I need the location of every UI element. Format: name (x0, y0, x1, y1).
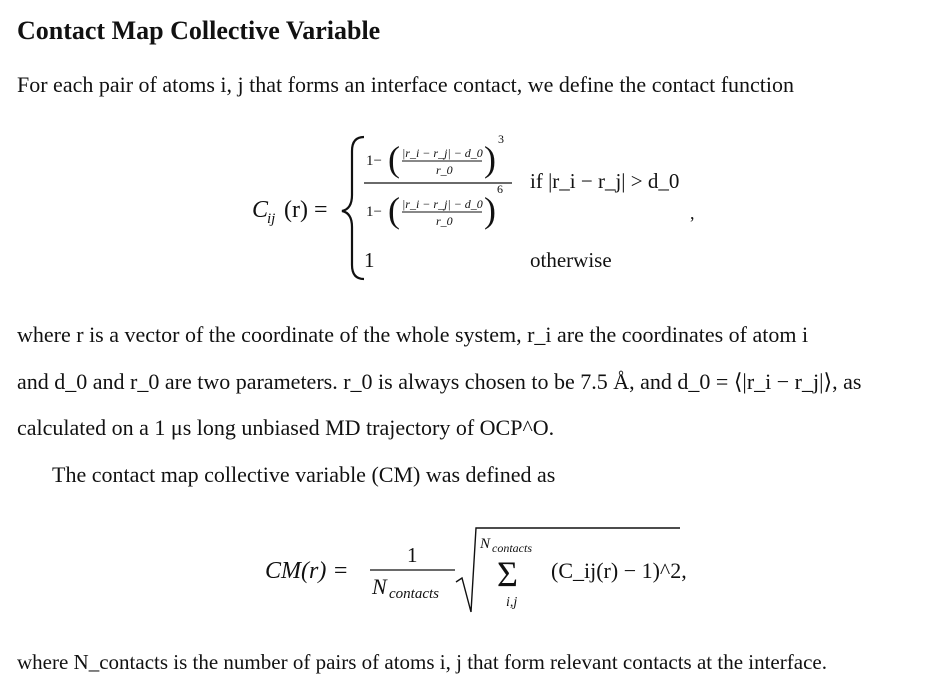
paragraph-line-3: calculated on a 1 μs long unbiased MD trajectory of OCP^O. (17, 415, 555, 440)
final-sentence: where N_contacts is the number of pairs of atoms i, j that form relevant contacts at the interface. (17, 650, 827, 674)
numerator-inner-bottom: r_0 (436, 163, 453, 177)
denominator-inner-top: |r_i − r_j| − d_0 (402, 197, 483, 211)
summand: (C_ij(r) − 1)^2, (551, 558, 687, 583)
denominator-lead: 1− (366, 204, 382, 220)
case2-value: 1 (364, 248, 375, 272)
denominator-inner-bottom: r_0 (436, 214, 453, 228)
cij-subscript: ij (267, 211, 276, 227)
cm-frac-denominator: N (372, 574, 387, 599)
numerator-inner-top: |r_i − r_j| − d_0 (402, 146, 483, 160)
cm-frac-numerator: 1 (407, 543, 418, 567)
cm-frac-denominator-sub: contacts (389, 586, 439, 602)
intro-text: For each pair of atoms i, j that forms an interface contact, we define the contact function (17, 72, 795, 97)
numerator-exponent: 3 (498, 132, 504, 146)
cases-brace (342, 137, 364, 279)
denominator-rparen: ) (484, 190, 496, 230)
cm-lhs: CM(r) = (265, 558, 349, 584)
sum-upper-limit: N (480, 536, 491, 552)
sum-lower-limit: i,j (506, 595, 518, 610)
sum-symbol: Σ (497, 554, 518, 594)
cm-equation (0, 520, 949, 620)
equation-trailing-comma: , (690, 203, 695, 223)
case2-condition: otherwise (530, 248, 612, 272)
paragraph-line-1: where r is a vector of the coordinate of the whole system, r_i are the coordinates of atom i (17, 322, 809, 347)
numerator-lead: 1− (366, 153, 382, 169)
case1-condition: if |r_i − r_j| > d_0 (530, 169, 680, 193)
denominator-exponent: 6 (497, 182, 503, 196)
contact-function-equation (0, 125, 949, 285)
cm-intro-text: The contact map collective variable (CM) was defined as (52, 462, 556, 487)
numerator-rparen: ) (484, 139, 496, 179)
sum-upper-limit-sub: contacts (492, 541, 532, 555)
cij-symbol: C (252, 197, 269, 223)
numerator-lparen: ( (388, 139, 400, 179)
section-title: Contact Map Collective Variable (17, 16, 381, 45)
denominator-lparen: ( (388, 190, 400, 230)
cij-argument: (r) = (284, 197, 328, 223)
paragraph-line-2: and d_0 and r_0 are two parameters. r_0 is always chosen to be 7.5 Å, and d_0 = ⟨|r_i − r_j|⟩, as (17, 369, 862, 394)
